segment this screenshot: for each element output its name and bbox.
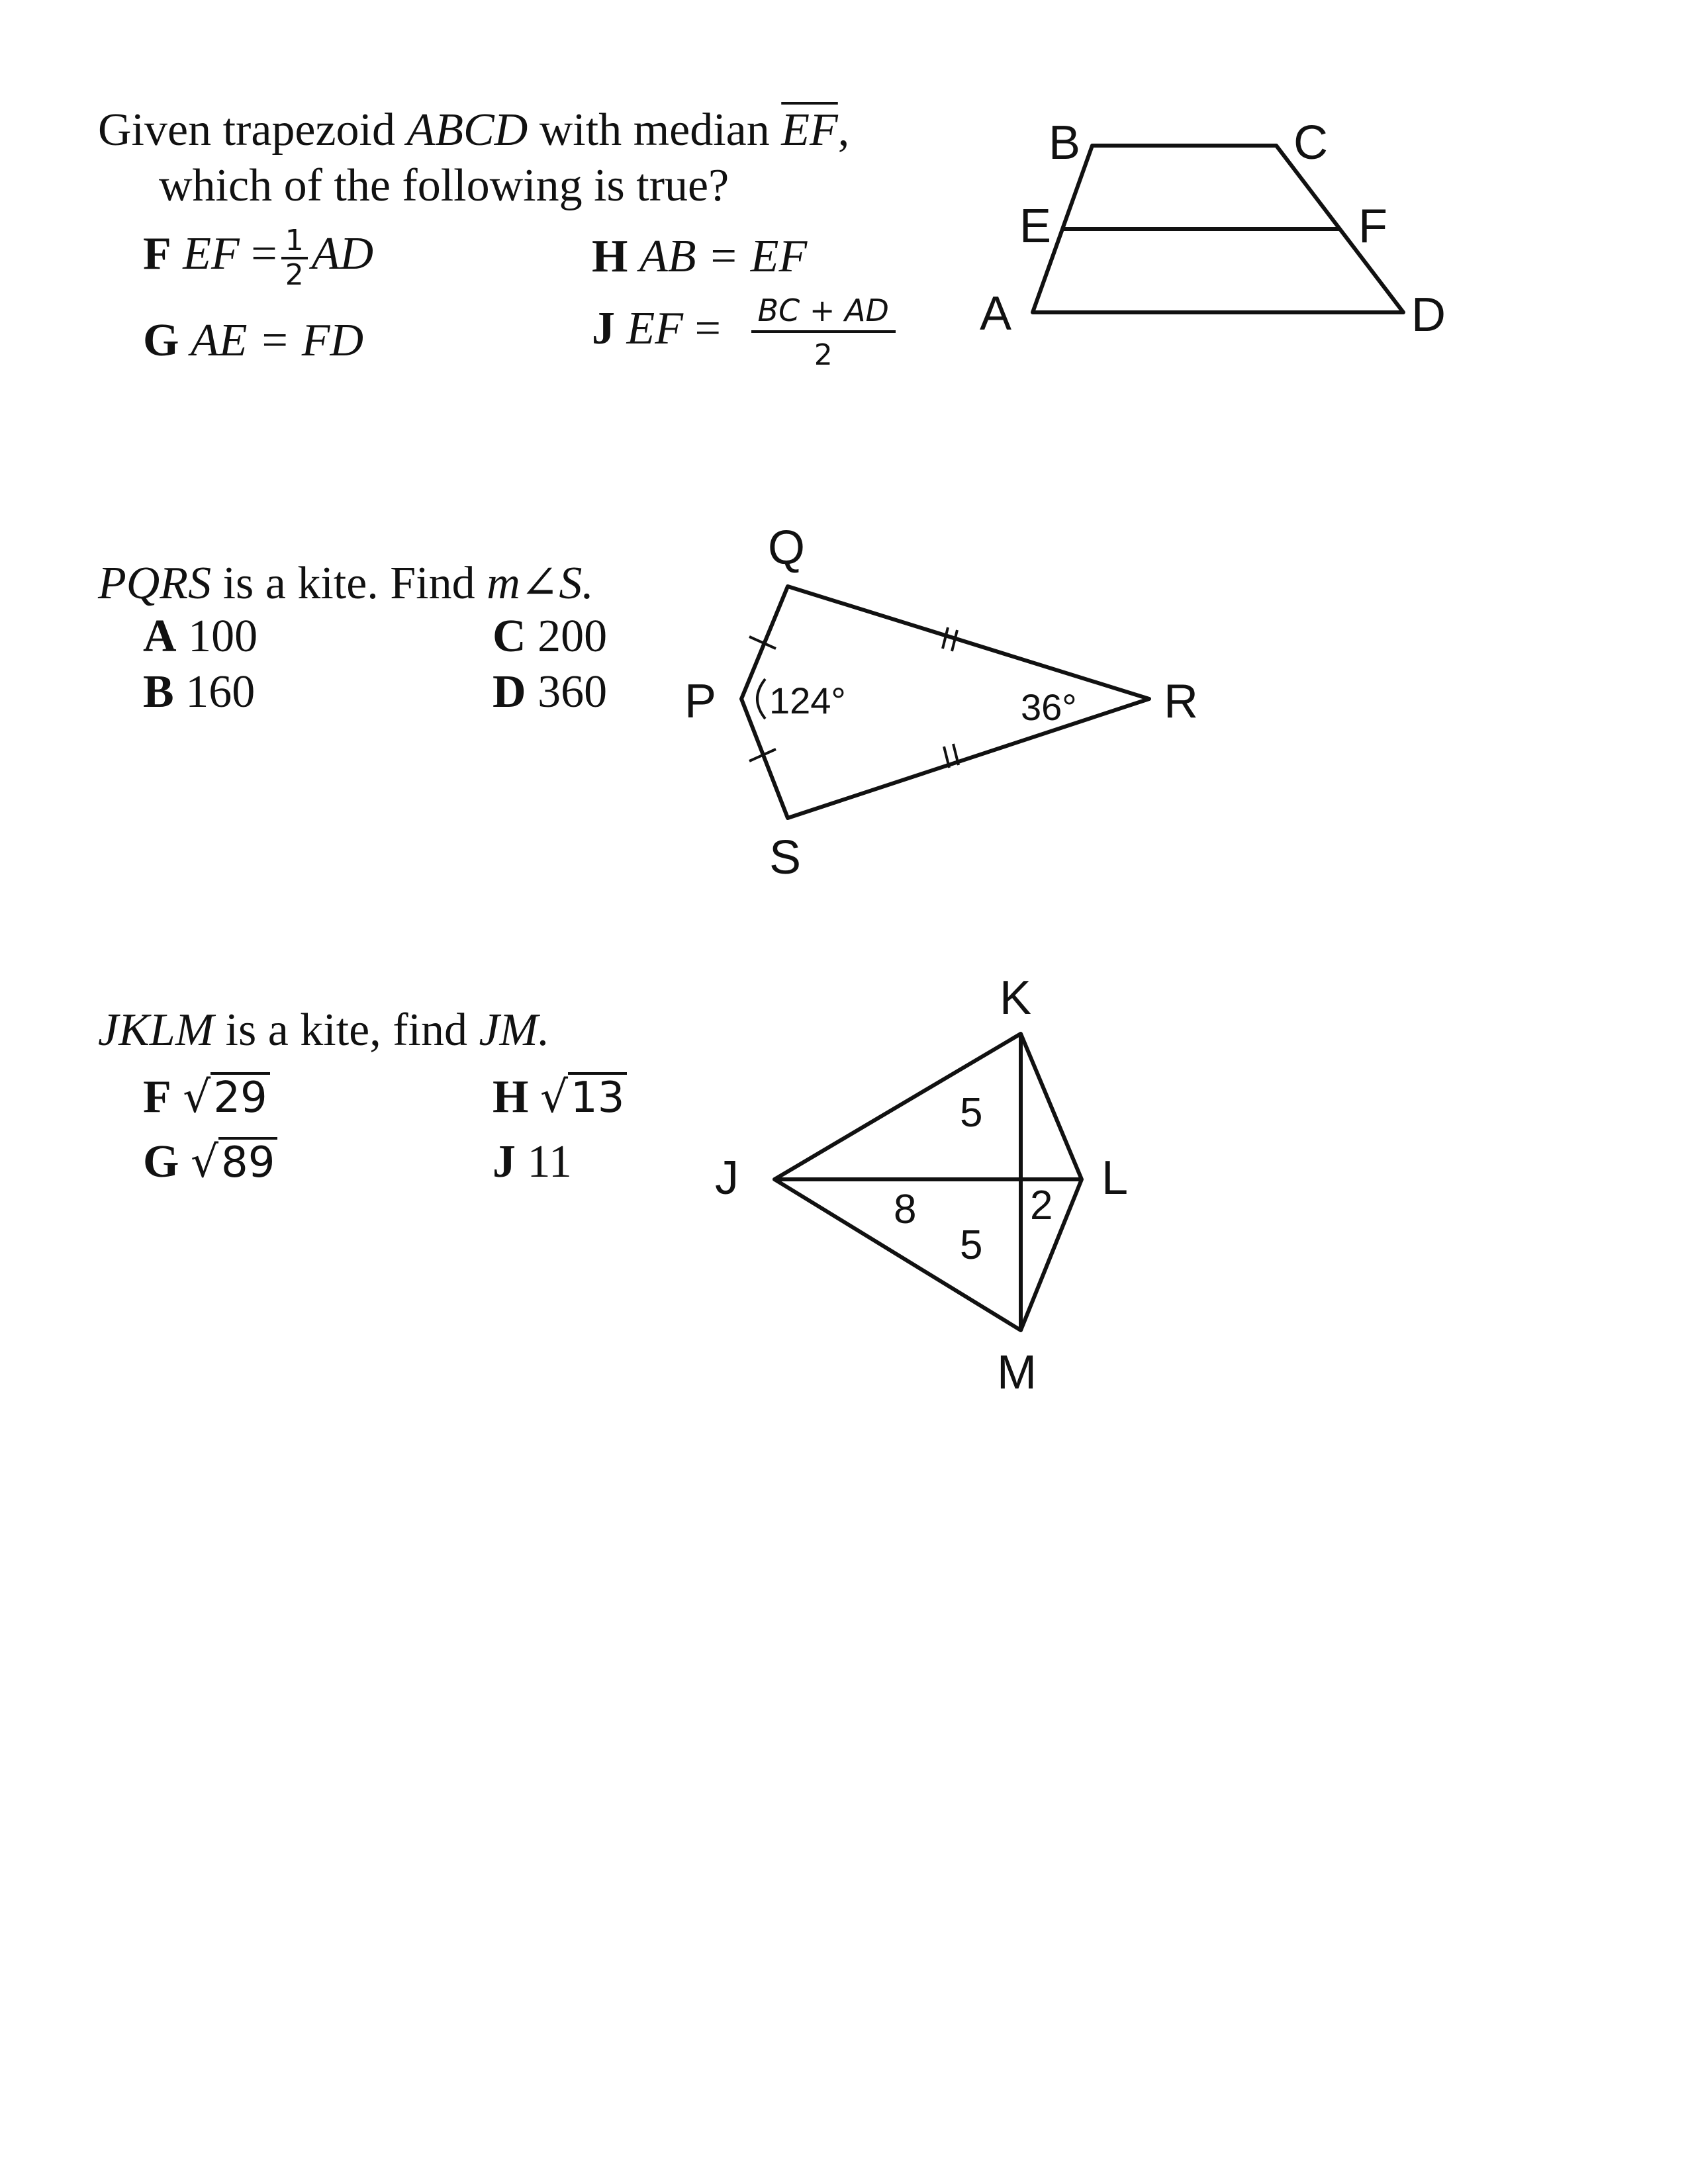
label-k: K bbox=[1000, 972, 1032, 1024]
radical-89: √89 bbox=[191, 1136, 278, 1189]
label-l: L bbox=[1102, 1152, 1129, 1205]
median-segment: $\overline{EF}$ bbox=[781, 105, 838, 156]
q2-choice-a[interactable]: A 100 bbox=[143, 611, 258, 662]
label-q: Q bbox=[768, 522, 806, 574]
radical-13: √13 bbox=[540, 1071, 628, 1124]
kite-pqrs-figure bbox=[675, 523, 1218, 893]
question-2-stem: PQRS is a kite. Find m∠S. bbox=[98, 558, 594, 609]
fraction-one-half: $\frac{1}{2}$ bbox=[281, 225, 308, 291]
question-1-stem-line2: which of the following is true? bbox=[159, 160, 729, 211]
q2-choice-b[interactable]: B 160 bbox=[143, 666, 256, 717]
segment-length-km-bottom: 5 bbox=[960, 1222, 983, 1268]
label-j: J bbox=[715, 1152, 739, 1205]
q2-choice-d[interactable]: D 360 bbox=[492, 666, 608, 717]
q1-choice-g[interactable]: G AE = FD bbox=[143, 315, 364, 366]
q1-choice-h[interactable]: H AB = EF bbox=[592, 231, 808, 282]
q3-choice-j[interactable]: J 11 bbox=[492, 1136, 572, 1187]
angle-arc-p bbox=[757, 679, 765, 719]
kite-jklm bbox=[774, 1034, 1082, 1330]
kite-jklm-figure bbox=[702, 960, 1178, 1410]
radical-29: √29 bbox=[183, 1071, 270, 1124]
label-r: R bbox=[1164, 675, 1198, 728]
question-3-stem: JKLM is a kite, find JM. bbox=[98, 1005, 550, 1056]
label-a: A bbox=[980, 287, 1012, 340]
trapezoid-figure bbox=[980, 113, 1456, 364]
q3-choice-f[interactable]: F √29 bbox=[143, 1071, 270, 1124]
segment-length-km-top: 5 bbox=[960, 1090, 983, 1136]
q3-choice-g[interactable]: G √89 bbox=[143, 1136, 277, 1189]
label-f: F bbox=[1358, 200, 1387, 253]
label-m: M bbox=[997, 1346, 1037, 1399]
segment-length-center-l: 2 bbox=[1030, 1183, 1053, 1228]
kite-name-pqrs: PQRS bbox=[98, 558, 212, 609]
fraction-bc-plus-ad-over-2: $\frac{BC + AD}{2}$ bbox=[751, 295, 896, 371]
label-b: B bbox=[1049, 116, 1081, 169]
q2-choice-c[interactable]: C 200 bbox=[492, 611, 608, 662]
q1-choice-f[interactable]: F EF = $\frac{1}{2}$ AD bbox=[143, 224, 374, 292]
label-d: D bbox=[1411, 289, 1446, 341]
trapezoid-name: ABCD bbox=[406, 105, 528, 156]
q3-choice-h[interactable]: H √13 bbox=[492, 1071, 627, 1124]
label-p: P bbox=[684, 675, 717, 728]
label-e: E bbox=[1019, 200, 1052, 253]
question-1-stem: Given trapezoid ABCD with median $\overline{EF}$, bbox=[98, 105, 850, 156]
question-1 bbox=[98, 103, 849, 214]
label-c: C bbox=[1293, 116, 1328, 169]
label-s: S bbox=[769, 831, 802, 884]
angle-p-measure: 124° bbox=[769, 680, 846, 721]
kite-name-jklm: JKLM bbox=[98, 1005, 214, 1056]
q1-choice-j[interactable]: J EF = $\frac{BC + AD}{2}$ bbox=[592, 295, 900, 371]
segment-length-j-center: 8 bbox=[894, 1187, 917, 1232]
angle-r-measure: 36° bbox=[1021, 686, 1077, 728]
